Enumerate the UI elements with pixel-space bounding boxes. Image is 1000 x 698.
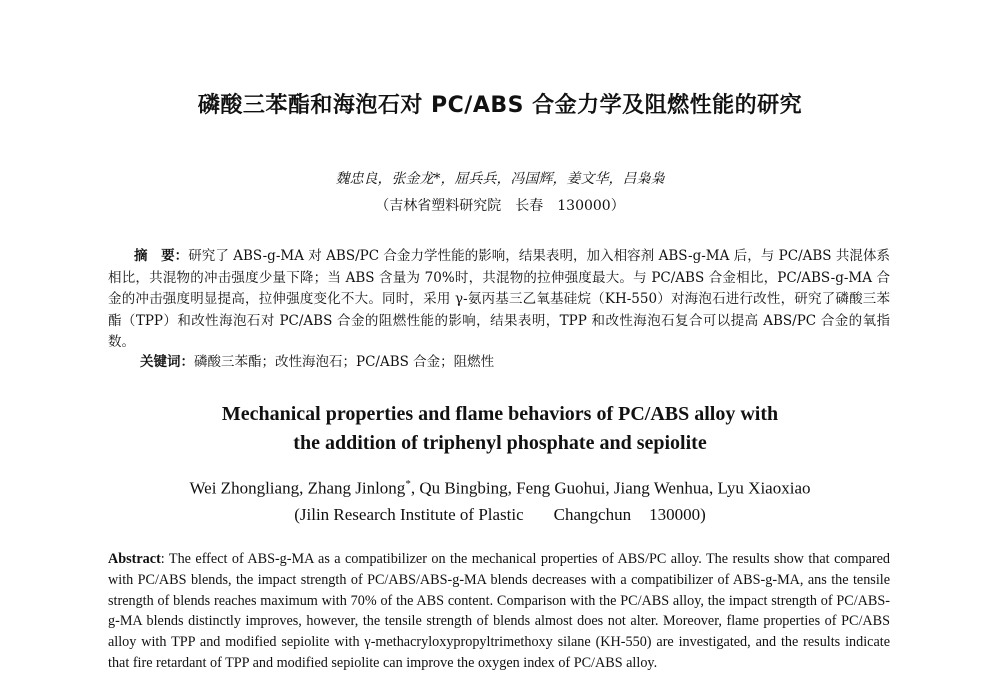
chinese-abstract-label: 摘 要：	[134, 248, 189, 264]
chinese-keywords	[140, 352, 890, 373]
english-authors-first: Wei Zhongliang, Zhang Jinlong	[189, 478, 406, 498]
english-abstract-label: Abstract	[108, 551, 161, 567]
chinese-authors: 魏忠良，张金龙*，屈兵兵，冯国辉，姜文华，吕枭枭	[335, 171, 665, 187]
chinese-keywords-label: 关键词：	[140, 354, 194, 370]
chinese-title: 磷酸三苯酯和海泡石对 PC/ABS 合金力学及阻燃性能的研究	[197, 93, 803, 118]
chinese-affiliation: （吉林省塑料研究院 长春 130000）	[375, 198, 625, 214]
english-title-line-2: the addition of triphenyl phosphate and sepiolite	[293, 432, 707, 454]
chinese-abstract-text: 研究了 ABS-g-MA 对 ABS/PC 合金力学性能的影响，结果表明，加入相容剂 ABS-g-MA 后，与 PC/ABS 共混体系相比，共混物的冲击强度少量下降；当 ABS 含量为 70%时，共混物的拉伸强度最大。与 PC/ABS 合金相比，PC/ABS-g-MA 合金的冲击强度明显提高，拉伸强度变化不大。同时，采用 γ-氨丙基三乙氧基硅烷（KH-550）对海泡石进行改性，研究了磷酸三苯酯（TPP）和改性海泡石对 PC/ABS 合金的阻燃性能的影响，结果表明，TPP 和改性海泡石复合可以提高 ABS/PC 合金的氧指数。	[108, 248, 891, 350]
english-abstract-text: : The effect of ABS-g-MA as a compatibilizer on the mechanical properties of ABS/PC alloy. The results show that compared with PC/ABS blends, the impact strength of PC/ABS/ABS-g-MA blends decreases with a compatibilizer of ABS-g-MA, ans the tensile strength of blends reaches maximum with 70% of the ABS content. Comparison with the PC/ABS alloy, the impact strength of PC/ABS-g-MA blends distinctly improves, however, the tensile strength of blends almost does not alter. Moreover, flame properties of PC/ABS alloy with TPP and modified sepiolite with γ-methacryloxypropyltrimethoxy silane (KH-550) are investigated, and the results indicate that fire retardant of TPP and modified sepiolite can improve the oxygen index of PC/ABS alloy.	[108, 551, 890, 671]
english-authors	[0, 478, 1000, 499]
chinese-abstract	[108, 246, 890, 354]
english-title	[0, 400, 1000, 458]
english-authors-rest: , Qu Bingbing, Feng Guohui, Jiang Wenhua, Lyu Xiaoxiao	[410, 478, 811, 498]
chinese-keywords-text: 磷酸三苯酯；改性海泡石；PC/ABS 合金；阻燃性	[194, 354, 495, 370]
english-affiliation	[0, 505, 1000, 525]
english-affiliation-name: (Jilin Research Institute of Plastic	[294, 505, 524, 524]
english-affiliation-city: Changchun	[553, 505, 632, 524]
corresponding-author-mark: *	[405, 478, 411, 490]
english-affiliation-code: 130000)	[649, 505, 706, 524]
english-abstract	[108, 549, 890, 674]
english-title-line-1: Mechanical properties and flame behaviors of PC/ABS alloy with	[221, 403, 779, 425]
